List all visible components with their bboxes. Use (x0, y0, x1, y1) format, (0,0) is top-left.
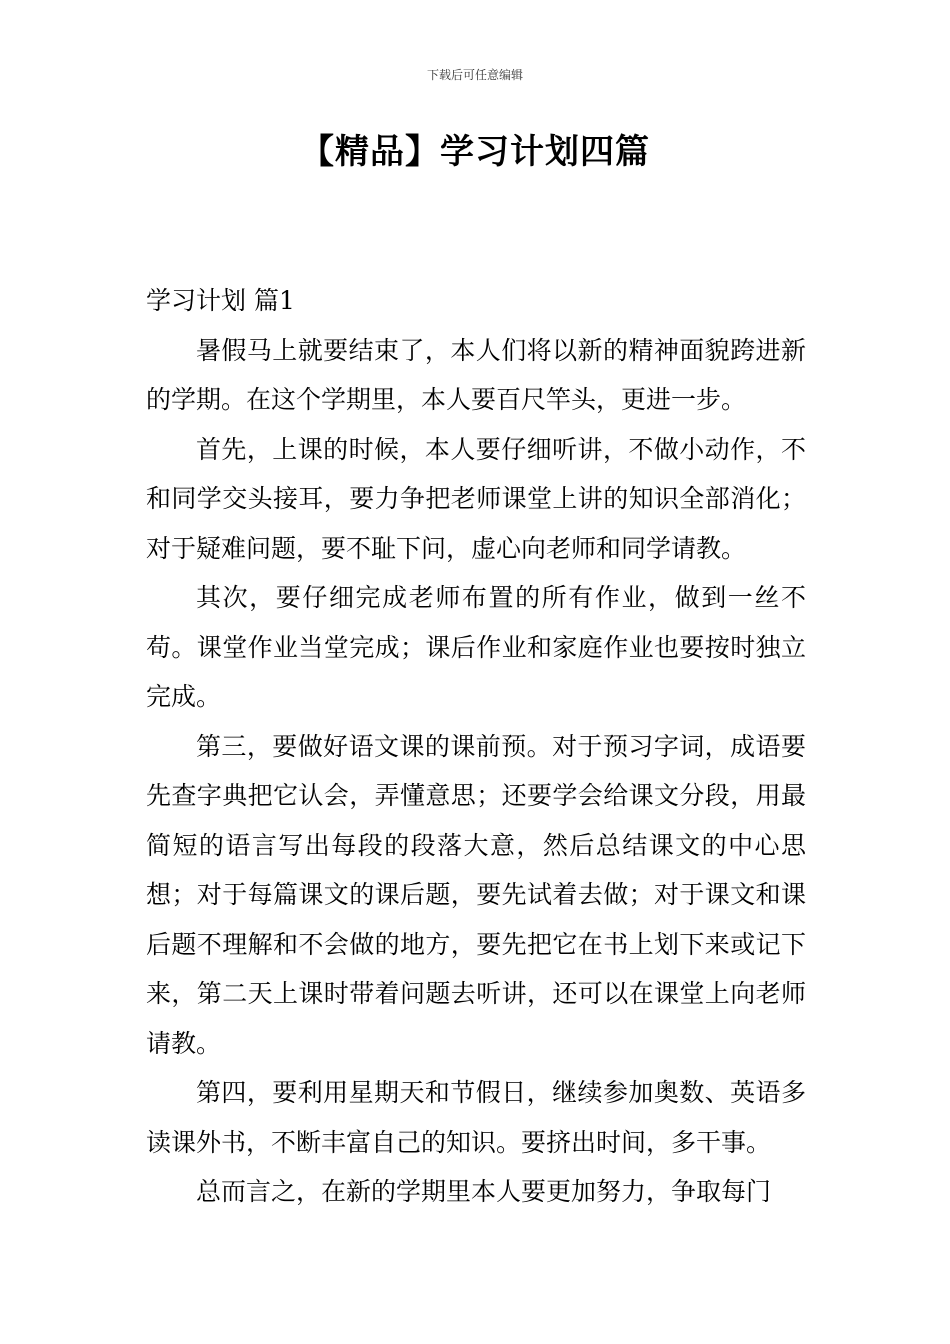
paragraph-4: 第三，要做好语文课的课前预。对于预习字词，成语要先查字典把它认会，弄懂意思；还要学会给课文分段，用最简短的语言写出每段的段落大意，然后总结课文的中心思想；对于每篇课文的课后题，要先试着去做；对于课文和课后题不理解和不会做的地方，要先把它在书上划下来或记下来，第二天上课时带着问题去听讲，还可以在课堂上向老师请教。 (146, 731, 806, 1058)
section-heading: 学习计划 篇1 (146, 286, 295, 315)
paragraph-3: 其次，要仔细完成老师布置的所有作业，做到一丝不苟。课堂作业当堂完成；课后作业和家庭作业也要按时独立完成。 (146, 583, 806, 711)
header-note: 下载后可任意编辑 (426, 68, 523, 82)
paragraph-2: 首先，上课的时候，本人要仔细听讲，不做小动作，不和同学交头接耳，要力争把老师课堂上讲的知识全部消化；对于疑难问题，要不耻下问，虚心向老师和同学请教。 (146, 434, 806, 563)
paragraph-5: 第四，要利用星期天和节假日，继续参加奥数、英语多读课外书，不断丰富自己的知识。要挤出时间，多干事。 (146, 1078, 806, 1157)
document-body (146, 276, 806, 1217)
paragraph-6: 总而言之，在新的学期里本人要更加努力，争取每门 (196, 1177, 772, 1206)
document-title: 【精品】学习计划四篇 (300, 132, 650, 172)
paragraph-1: 暑假马上就要结束了，本人们将以新的精神面貌跨进新的学期。在这个学期里，本人要百尺竿头，更进一步。 (146, 335, 806, 414)
